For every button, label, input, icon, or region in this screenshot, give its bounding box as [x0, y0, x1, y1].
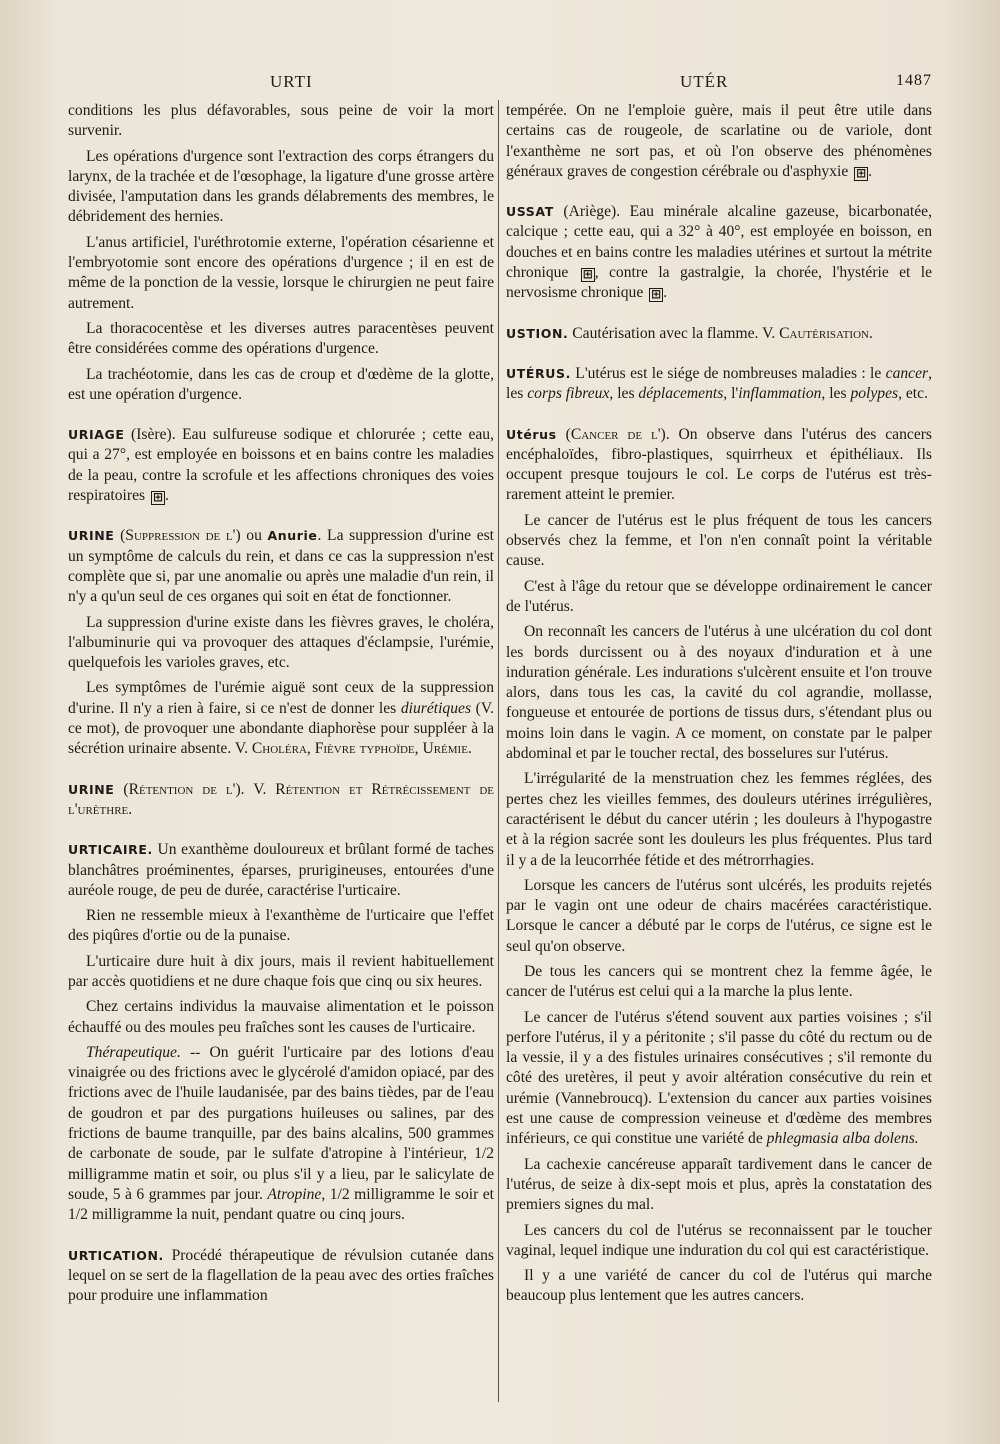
hospital-cross-icon: ⊞ [152, 490, 164, 505]
paragraph: La thoracocentèse et les diverses autres paracentèses peuvent être considérées comme des opérations d'urgence. [68, 319, 494, 358]
hospital-cross-icon: ⊞ [651, 287, 662, 302]
paragraph: L'urticaire dure huit à dix jours, mais il revient habituellement par accès quotidiens et ne dure chaque fois que cinq ou six heures. [68, 952, 494, 990]
right-column [506, 101, 932, 1312]
running-header-center: UTÉR [680, 72, 729, 91]
paragraph: L'anus artificiel, l'uréthrotomie externe, l'opération césarienne et l'embryotomie sont encore des opérations d'urgence ; il en est de même de la ponction de la vessie, lorsque le chirurgien ne peut faire autrement. [68, 233, 494, 312]
entry-urticaire: URTICAIRE. Un exanthème douloureux et brûlant formé de taches blanchâtres proéminentes, éparses, prurigineuses, entourées d'une auréole rouge, de peu de durée, caractérise l'urticaire. [68, 841, 494, 899]
paragraph: Thérapeutique. -- On guérit l'urticaire par des lotions d'eau vinaigrée ou des frictions avec le glycérolé d'amidon opiacé, par des frictions avec de l'huile laudanisée, par des bains tièdes, par de l'eau de goudron et par des purgations huileuses ou salines, par des frictions de baume tranquille, par des bains alcalins, 500 grammes de carbonate de soude, par le sulfate d'atropine à l'intérieur, 1/2 milligramme matin et soir, ou plus s'il y a lieu, par le salicylate de soude, 5 à 6 grammes par jour. Atropine, 1/2 milligramme le soir et 1/2 milligramme la nuit, pendant quatre ou cinq jours. [68, 1043, 495, 1224]
entry-urine-retention: URINE (Rétention de l'). V. Rétention et Rétrécissement de l'urèthre. [68, 780, 494, 818]
headword: Utérus [506, 426, 557, 442]
page-number: 1487 [896, 72, 932, 89]
cross-reference: Cautérisation. [779, 324, 873, 342]
headword: URTICATION. [68, 1247, 164, 1263]
headword: UTÉRUS. [506, 365, 571, 381]
cross-reference: Rétention et Rétrécissement de l'urèthre. [68, 780, 494, 818]
paragraph: Les symptômes de l'urémie aiguë sont ceux de la suppression d'urine. Il n'y a rien à faire, si ce n'est de donner les diurétiques (V. ce mot), de provoquer une abondante diaphorèse pour suppléer à la sécrétion urinaire absente. V. Choléra, Fièvre typhoïde, Urémie. [68, 679, 494, 758]
left-column [68, 101, 494, 1311]
entry-ustion: USTION. Cautérisation avec la flamme. V. Cautérisation. [506, 324, 873, 342]
entry-urine-suppression: URINE (Suppression de l') ou Anurie. La suppression d'urine est un symptôme de calculs du rein, et dans ce cas la suppression n'est complète que si, par une anomalie ou après une maladie d'un rein, il n'y a qu'un seul de ces organes qui soit en état de fonctionner. [68, 527, 495, 606]
paragraph: La suppression d'urine existe dans les fièvres graves, le choléra, l'albuminurie qui va provoquer des attaques d'éclampsie, l'urémie, quelquefois les varioles graves, etc. [68, 613, 494, 672]
paragraph: Le cancer de l'utérus est le plus fréquent de tous les cancers observés chez la femme, et l'on n'en connaît point la véritable cause. [506, 511, 932, 570]
hospital-cross-icon: ⊞ [582, 267, 593, 282]
headword: URINE [68, 528, 115, 544]
paragraph: C'est à l'âge du retour que se développe ordinairement le cancer de l'utérus. [506, 577, 932, 615]
hospital-cross-icon: ⊞ [856, 165, 867, 180]
paragraph: Les opérations d'urgence sont l'extraction des corps étrangers du larynx, de la trachée et de l'œsophage, la ligature d'une grosse artère divisée, l'amputation dans les grands délabrements des membres, le débridement des hernies. [68, 147, 494, 226]
paragraph: La cachexie cancéreuse apparaît tardivement dans le cancer de l'utérus, de seize à dix-sept mois et plus, après la constatation des premiers signes du mal. [506, 1155, 932, 1214]
running-header-left: URTI [270, 72, 313, 91]
paragraph: Les cancers du col de l'utérus se reconnaissent par le toucher vaginal, lequel indique une induration du col qui est caractéristique. [506, 1221, 932, 1259]
entry-uriage: URIAGE (Isère). Eau sulfureuse sodique et chlorurée ; cette eau, qui a 27°, est employée en boissons et en bains contre les maladies de la peau, contre la scrofule et les affections chroniques des voies respiratoires ⊞ . [68, 426, 494, 505]
paragraph: Chez certains individus la mauvaise alimentation et le poisson échauffé ou des moules peu fraîches sont les causes de l'urticaire. [68, 998, 494, 1036]
paragraph: Lorsque les cancers de l'utérus sont ulcérés, les produits rejetés par le vagin ont une odeur de chairs macérées caractéristique. Lorsque le cancer a débuté par le corps de l'utérus, ce signe est le seul qu'on observe. [506, 876, 932, 955]
column-divider [498, 100, 499, 1402]
headword: USSAT [506, 204, 554, 220]
entry-uterus: UTÉRUS. L'utérus est le siége de nombreuses maladies : le cancer, les corps fibreux, les déplacements, l'inflammation, les polypes, etc. [506, 364, 932, 403]
entry-ussat: USSAT (Ariège). Eau minérale alcaline gazeuse, bicarbonatée, calcique ; cette eau, qui a 32° à 40°, est employée en boisson, en douches et en bains contre les maladies utérines et surtout la métrite chronique ⊞ , contre la gastralgie, la chorée, l'hystérie et le nervosisme chronique ⊞ . [506, 203, 933, 302]
paragraph: Le cancer de l'utérus s'étend souvent aux parties voisines ; s'il perfore l'utérus, il y a péritonite ; s'il passe du côté du rectum ou de la vessie, il y a des fistules urinaires consécutives ; s'il remonte du côté des uretères, il peut y avoir altération consécutive du rein et urémie (Vannebroucq). L'extension du cancer aux parties voisines est une cause de compression veineuse et d'œdème des membres inférieurs, ce qui constitue une variété de phlegmasia alba dolens. [506, 1008, 932, 1148]
entry-uterus-cancer: Utérus (Cancer de l'). On observe dans l'utérus des cancers encéphaloïdes, fibro-plastiques, squirrheux et épithéliaux. Ils occupent presque toujours le col. Le corps de l'utérus est très-rarement atteint le premier. [506, 425, 933, 504]
paragraph: Rien ne ressemble mieux à l'exanthème de l'urticaire que l'effet des piqûres d'ortie ou de la punaise. [68, 907, 494, 945]
paragraph: Il y a une variété de cancer du col de l'utérus qui marche beaucoup plus lentement que les autres cancers. [506, 1267, 932, 1305]
headword: URIAGE [68, 427, 125, 443]
paragraph: On reconnaît les cancers de l'utérus à une ulcération du col dont les bords durcissent ou à des noyaux d'induration et à une induration générale. Les indurations s'ulcèrent ensuite et l'on trouve alors, dans tous les cas, la cavité du col agrandie, mollasse, fongueuse et entourée de portions de tissus durs, s'étendant plus ou moins loin dans le vagin. A ce moment, on constate par le palper abdominal et par le toucher rectal, des bosselures sur l'utérus. [506, 623, 932, 763]
paragraph: De tous les cancers qui se montrent chez la femme âgée, le cancer de l'utérus est celui qui a la marche la plus lente. [506, 962, 932, 1001]
headword: USTION. [506, 325, 569, 341]
paragraph: L'irrégularité de la menstruation chez les femmes réglées, des pertes chez les vieilles femmes, des douleurs utérines irrégulières, caractérisent le début du cancer utérin ; les douleurs à l'hypogastre et à la région sacrée sont les douleurs les plus fréquentes. Plus tard il y a de la leucorrhée fétide et des métrorrhagies. [506, 770, 932, 869]
paragraph: conditions les plus défavorables, sous peine de voir la mort survenir. [68, 102, 494, 140]
paragraph: tempérée. On ne l'emploie guère, mais il peut être utile dans certains cas de rougeole, de scarlatine ou de variole, dont l'exanthème ne sort pas, et où l'on observe des phénomènes généraux graves de congestion cérébrale ou d'asphyxie ⊞ . [506, 102, 932, 180]
cross-reference: Choléra, Fièvre typhoïde, Urémie. [251, 740, 472, 758]
headword: URINE [68, 781, 115, 797]
paragraph: La trachéotomie, dans les cas de croup et d'œdème de la glotte, est une opération d'urgence. [68, 365, 494, 403]
entry-urtication: URTICATION. Procédé thérapeutique de révulsion cutanée dans lequel on se sert de la flagellation de la peau avec des orties fraîches pour produire une inflammation [68, 1246, 494, 1305]
headword: URTICAIRE. [68, 842, 153, 858]
